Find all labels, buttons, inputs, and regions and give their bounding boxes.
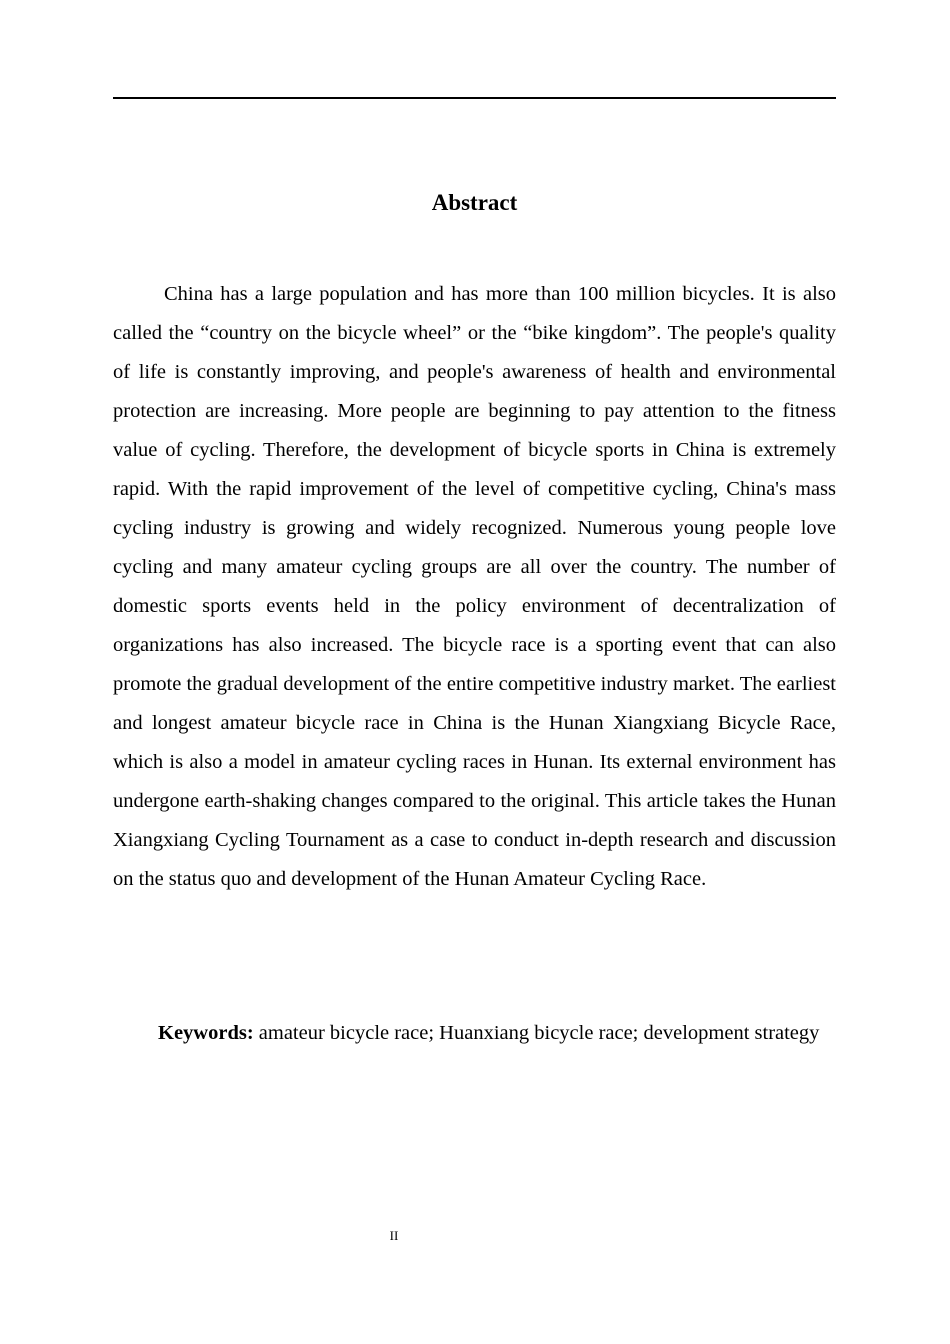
keywords-text: amateur bicycle race; Huanxiang bicycle race; development strategy (253, 1022, 820, 1044)
header-rule (113, 97, 836, 99)
keywords-paragraph (113, 1014, 836, 1053)
page-number: II (389, 1228, 399, 1243)
abstract-paragraph: China has a large population and has more than 100 million bicycles. It is also called the “country on the bicycle wheel” or the “bike kingdom”. The people's quality of life is constantly improving, and people's awareness of health and environmental protection are increasing. More people are beginning to pay attention to the fitness value of cycling. Therefore, the development of bicycle sports in China is extremely rapid. With the rapid improvement of the level of competitive cycling, China's mass cycling industry is growing and widely recognized. Numerous young people love cycling and many amateur cycling groups are all over the country. The number of domestic sports events held in the policy environment of decentralization of organizations has also increased. The bicycle race is a sporting event that can also promote the gradual development of the entire competitive industry market. The earliest and longest amateur bicycle race in China is the Hunan Xiangxiang Bicycle Race, which is also a model in amateur cycling races in Hunan. Its external environment has undergone earth-shaking changes compared to the original. This article takes the Hunan Xiangxiang Cycling Tournament as a case to conduct in-depth research and discussion on the status quo and development of the Hunan Amateur Cycling Race. (113, 283, 836, 890)
keywords-label: Keywords: (158, 1022, 254, 1044)
page-title: Abstract (431, 190, 518, 215)
